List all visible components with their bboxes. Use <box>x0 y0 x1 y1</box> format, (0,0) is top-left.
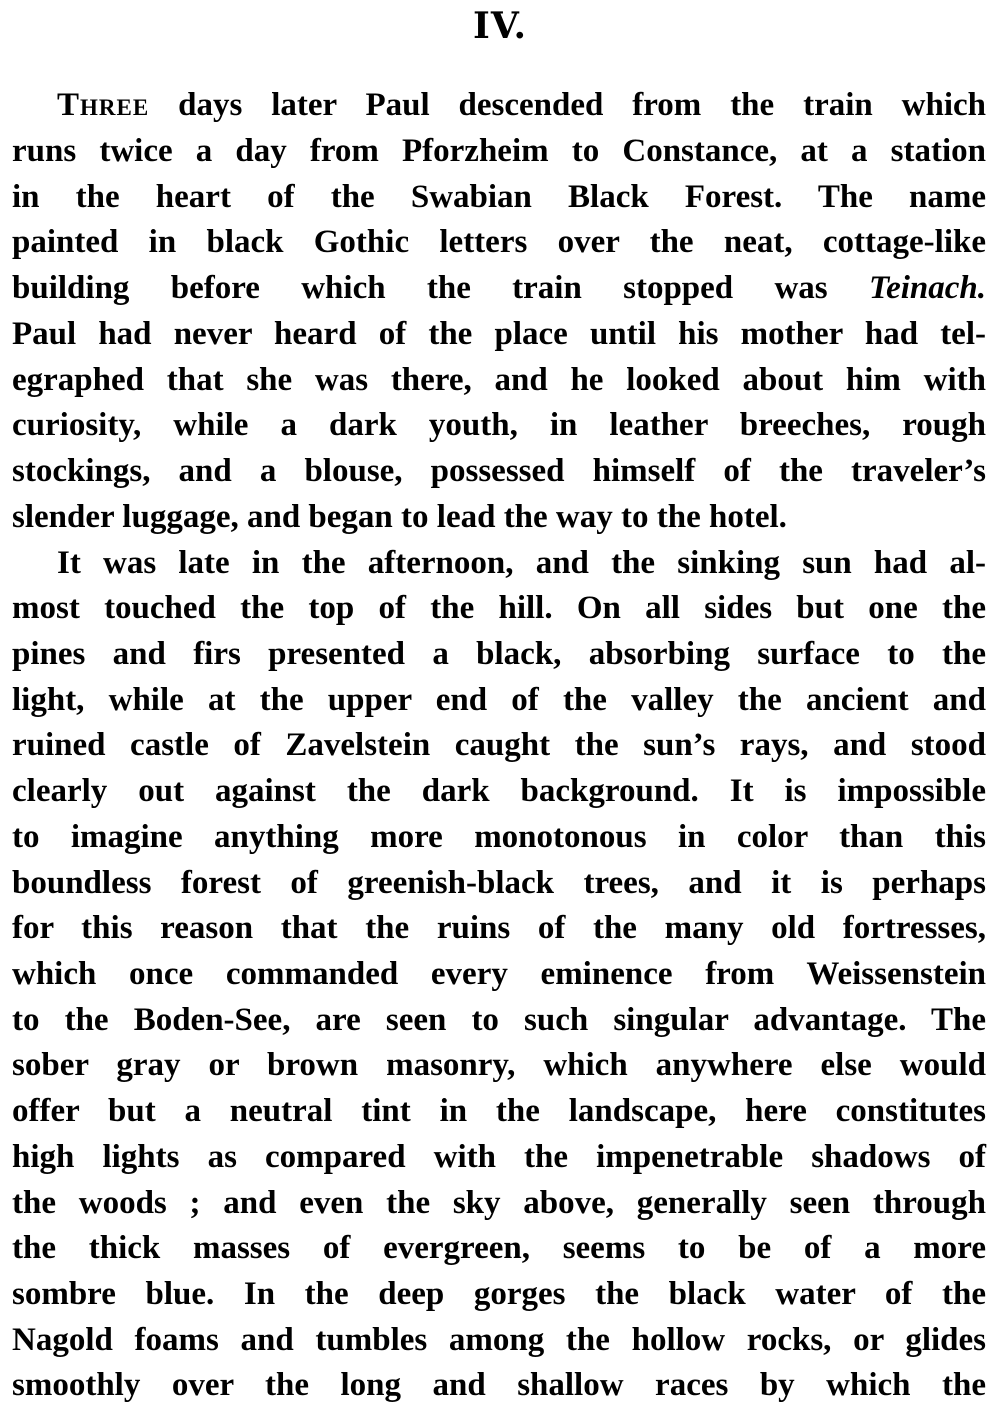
text-line: Nagold foams and tumbles among the hollow rocks, or glides <box>12 1322 986 1358</box>
text-line: high lights as compared with the impenetrable shadows of <box>12 1139 986 1175</box>
text-line: for this reason that the ruins of the many old fortresses, <box>12 910 986 946</box>
line-text: days later Paul descended from the train which <box>149 87 986 123</box>
text-line: to the Boden-See, are seen to such singular advantage. The <box>12 1002 986 1038</box>
line-text: building before which the train stopped was <box>12 270 869 306</box>
text-line: most touched the top of the hill. On all sides but one the <box>12 590 986 626</box>
text-line: sober gray or brown masonry, which anywhere else would <box>12 1047 986 1083</box>
text-line: slender luggage, and began to lead the way to the hotel. <box>12 499 787 535</box>
text-line: painted in black Gothic letters over the neat, cottage-like <box>12 224 986 260</box>
text-line: ruined castle of Zavelstein caught the sun’s rays, and stood <box>12 727 986 763</box>
text-line: runs twice a day from Pforzheim to Constance, at a station <box>12 133 986 169</box>
text-line: boundless forest of greenish-black trees, and it is perhaps <box>12 865 986 901</box>
text-line: curiosity, while a dark youth, in leather breeches, rough <box>12 407 986 443</box>
text-line: the thick masses of evergreen, seems to be of a more <box>12 1230 986 1266</box>
text-line: It was late in the afternoon, and the sinking sun had al- <box>57 545 986 581</box>
chapter-heading: IV. <box>472 5 527 47</box>
text-line: clearly out against the dark background. It is impossible <box>12 773 986 809</box>
text-line: in the heart of the Swabian Black Forest. The name <box>12 179 986 215</box>
text-line: offer but a neutral tint in the landscape, here constitutes <box>12 1093 986 1129</box>
italic-place-name: Teinach. <box>868 270 986 306</box>
text-line: sombre blue. In the deep gorges the black water of the <box>12 1276 986 1312</box>
text-line: egraphed that she was there, and he looked about him with <box>12 362 986 398</box>
text-line: to imagine anything more monotonous in color than this <box>12 819 986 855</box>
text-line: smoothly over the long and shallow races by which the <box>12 1367 986 1403</box>
text-line: Paul had never heard of the place until his mother had tel- <box>12 316 986 352</box>
text-line <box>12 265 986 311</box>
text-line <box>57 82 986 128</box>
text-line: which once commanded every eminence from Weissenstein <box>12 956 986 992</box>
text-line: the woods ; and even the sky above, generally seen through <box>12 1185 986 1221</box>
text-line: light, while at the upper end of the valley the ancient and <box>12 682 986 718</box>
text-line: pines and firs presented a black, absorbing surface to the <box>12 636 986 672</box>
paragraph-lead-in: Three <box>57 87 150 123</box>
text-line: stockings, and a blouse, possessed himself of the traveler’s <box>12 453 986 489</box>
